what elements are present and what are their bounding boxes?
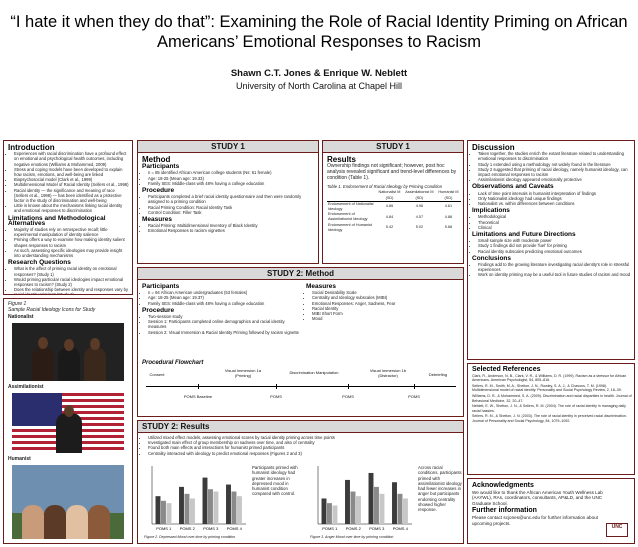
limitations-list xyxy=(14,227,130,258)
table-cell: Endorsement of Nationalist Ideology xyxy=(328,201,374,212)
reference-item: Sellers, R. M., & Shelton, J. N. (2003). The role of racial identity in perceived racial discrimination. Journal of Personality and Social Psychology, 84, 1079–1092. xyxy=(472,414,627,423)
table-cell: 5.42 xyxy=(385,225,394,230)
discussion-panel xyxy=(467,140,635,360)
x-tick-label: POMS 2 xyxy=(179,526,195,531)
study2-method-panel xyxy=(137,267,464,417)
list-item: • Stress and coping models have been developed to explain how racism, emotions, and well-being are linked xyxy=(14,167,130,177)
list-item: • Session 1: Participants completed online demographics and racial identity measures xyxy=(148,319,302,329)
chart-bar xyxy=(374,487,379,524)
chart-bar xyxy=(161,501,166,524)
list-item: • Methodological xyxy=(478,214,632,219)
list-item: • Racial Priming: Multidimensional Inventory of Black Identity xyxy=(148,223,316,228)
chart-bar xyxy=(327,503,332,524)
flow-step-immersion-b: Visual Immersion 1b (Distractor) xyxy=(369,368,407,378)
table-cell: Endorsement of Humanist Ideology xyxy=(328,222,372,232)
limitations-heading: Limitations and Methodological Alternatives xyxy=(8,214,106,227)
acknowledgments-panel xyxy=(467,478,635,544)
x-tick-label: POMS 2 xyxy=(345,526,361,531)
chart-bar xyxy=(403,498,408,524)
table-header: Nationalist M (SD) xyxy=(376,190,403,201)
intro-list xyxy=(14,151,130,213)
list-item: • Biopsychosocial model (Clark et al., 1999) xyxy=(14,177,130,182)
list-item: • n = 94 African American undergraduates (53 females) xyxy=(148,290,302,295)
chart-bar xyxy=(203,478,208,524)
figure2-note: Participants primed with humanist ideology had greater increases in depressed mood in humanist condition compared with control. xyxy=(252,465,298,497)
list-item: • Emotional Responses: Anger, Sadness, Fear xyxy=(312,301,460,306)
chart-bar xyxy=(213,492,218,524)
results-table xyxy=(327,190,461,233)
discussion-list xyxy=(478,151,632,182)
participants-heading: Participants xyxy=(142,163,180,171)
table-cell: 5.68 xyxy=(444,225,453,230)
humanist-image xyxy=(12,465,124,539)
list-item: • Emotional Responses to racism vignettes xyxy=(148,228,316,233)
list-item: • Multidimensional Model of Racial Identity (Sellers et al., 1998) xyxy=(14,182,130,187)
list-item: • Only Nationalist ideology had unique findings xyxy=(478,196,632,201)
list-item: • Two-session study xyxy=(148,314,302,319)
flow-tick xyxy=(348,384,349,389)
implications-heading: Implications xyxy=(472,207,510,215)
future-list xyxy=(478,238,632,254)
x-tick-label: POMS 4 xyxy=(226,526,242,531)
chart-bar xyxy=(356,496,361,524)
procedure-list xyxy=(148,194,316,215)
list-item: • Assimilationist ideology appeared emotionally protective xyxy=(478,177,632,182)
list-item: • Clinical xyxy=(478,225,632,230)
nationalist-image xyxy=(12,323,124,381)
measures-heading: Measures xyxy=(306,283,336,290)
list-item: • Racial Identity xyxy=(312,306,460,311)
introduction-panel xyxy=(3,140,133,295)
flow-step-debriefing: Debriefing xyxy=(428,372,448,377)
chart-bar xyxy=(166,503,171,524)
flow-label-poms: POMS xyxy=(342,394,354,399)
measures-heading: Measures xyxy=(142,216,172,224)
affiliation: University of North Carolina at Chapel Hill xyxy=(235,81,403,91)
study1-results-panel xyxy=(322,140,464,264)
chart-bar xyxy=(398,494,403,524)
list-item: • Nationalist vs. within differences between conditions xyxy=(478,201,632,206)
x-tick-label: POMS 1 xyxy=(322,526,338,531)
list-item: • Findings add to the growing literature investigating racial identity's role in stressful experiences xyxy=(478,262,632,272)
table-cell: 4.61 xyxy=(444,204,453,209)
flow-label-poms: POMS xyxy=(408,394,420,399)
study2-results-panel xyxy=(137,420,464,544)
ack-text: We would like to thank the African American Youth Wellness Lab (AAYWL), RAs, coordinators, consultants, AP&LD, and the UNC Graduate School. xyxy=(472,489,603,506)
list-item: • Would priming particular racial ideologies impact emotional responses to racism? (Study 2) xyxy=(14,277,130,287)
flow-step-immersion-a: Visual Immersion 1a (Priming) xyxy=(224,368,262,378)
discussion-heading: Discussion xyxy=(472,143,515,152)
questions-list xyxy=(14,266,130,295)
list-item: • Study 2 suggested that priming of racial ideology, namely humanist ideology, can impact emotional responses to racism xyxy=(478,167,632,177)
list-item: • Utilized mixed effect models, assessing emotional scores by racial identity priming across time points xyxy=(148,435,460,440)
chart-svg xyxy=(310,463,414,533)
list-item: • Centrality interacted with ideology to predict emotional responses (Figures 2 and 3) xyxy=(148,451,460,456)
procedure-heading: Procedure xyxy=(142,306,175,314)
study1-method-panel xyxy=(137,140,319,264)
poster-title: “I hate it when they do that”: Examining the Role of Racial Identity Priming on African Americans’ Emotional Responses to Racism xyxy=(10,13,628,51)
table-header-row xyxy=(327,190,461,201)
x-tick-label: POMS 1 xyxy=(156,526,172,531)
list-item: • Control Condition: Filler Task xyxy=(148,210,316,215)
list-item: • What is the affect of priming racial identity on emotional responses? (Study 1) xyxy=(14,266,130,276)
table1-caption: Table 1. Endorsement of Racial Ideology by Priming Condition xyxy=(327,184,443,190)
list-item: • Study 1 extended using a methodology not widely found in the literature xyxy=(478,162,632,167)
study1-header: STUDY 1 xyxy=(138,141,318,153)
list-item: • Mood xyxy=(312,316,460,321)
results-text: Ownership findings not significant; however, post hoc analysis revealed significant and trend-level differences by condition (Table 1). xyxy=(327,163,457,182)
list-item: • Work on identity priming may be a useful tool in future studies of racism and mood xyxy=(478,272,632,277)
authors: Shawn C.T. Jones & Enrique W. Neblett xyxy=(230,68,408,79)
list-item: • Taken together, the studies enrich the extant literature related to understanding emotional responses to discrimination xyxy=(478,151,632,161)
implications-list xyxy=(478,214,632,230)
figure1-subcaption: Sample Racial Ideology Icons for Study xyxy=(8,307,96,313)
intro-heading: Introduction xyxy=(8,143,55,152)
list-item: • Study 1 findings did not provide 'fuel' for priming xyxy=(478,243,632,248)
study2-results-header: STUDY 2: Results xyxy=(138,421,463,433)
chart-bar xyxy=(379,494,384,524)
figure3-caption: Figure 3. Anger Mood over time by priming condition xyxy=(310,535,394,539)
list-item: • Racial Priming Condition: Racial Identity Task xyxy=(148,205,316,210)
list-item: • MIBI Short Form xyxy=(312,311,460,316)
reference-item: Neblett, E. W., Shelton, J. N., & Sellers, R. M. (2004). The role of racial identity in managing daily racial hassles. xyxy=(472,404,626,413)
future-heading: Limitations and Future Directions xyxy=(472,231,576,239)
chart-svg xyxy=(144,463,248,533)
procedure-heading: Procedure xyxy=(142,187,175,195)
label-assimilationist: Assimilationist xyxy=(8,384,44,390)
table-cell: 4.84 xyxy=(385,214,394,219)
figure1-panel xyxy=(3,298,133,544)
table-cell: 4.86 xyxy=(385,204,394,209)
conclusions-list xyxy=(478,262,632,278)
chart-bar xyxy=(156,496,161,524)
observations-list xyxy=(478,191,632,207)
list-item: • Little is known about the mechanisms linking racial identity and emotional responses to discrimination xyxy=(14,203,130,213)
reference-item: Sellers, R. M., Smith, M. A., Shelton, J. N., Rowley, S. A. J., & Chavous, T. M. (1998). Multidimensional model of racial identity. Personality and Social Psychology Review, 2, 18–39. xyxy=(472,383,622,393)
list-item: • Session 2: Visual Immersion & Racial Identity Priming followed by racism vignette xyxy=(148,330,302,335)
list-item: • Small sample size with moderate power xyxy=(478,238,632,243)
chart-bar xyxy=(226,485,231,524)
list-item: • Experiences with racial discrimination have a profound effect on emotional and psychological health outcomes, including negative emotions (Williams & Mohammed, 2009) xyxy=(14,151,130,167)
label-humanist: Humanist xyxy=(8,456,31,462)
chart-bar xyxy=(179,487,184,524)
list-item: • Family SES: Middle-class with 48% having a college education xyxy=(148,301,302,306)
list-item: • As such, assessing specific ideologies may provide insight into understanding mechanisms xyxy=(14,248,130,258)
table-header: Assimilationist M (SD) xyxy=(403,190,436,201)
table-cell: 4.88 xyxy=(444,214,453,219)
x-tick-label: POMS 3 xyxy=(203,526,219,531)
list-item: • n = 85 identified African American college students (Ns: 61 female) xyxy=(148,170,316,175)
participants-list xyxy=(148,290,302,306)
chart-bar xyxy=(322,498,327,524)
ack-heading: Acknowledgments xyxy=(472,482,534,489)
table-cell: Endorsement of Assimilationist Ideology xyxy=(328,212,368,222)
chart-bar xyxy=(190,498,195,524)
results-heading: Results xyxy=(327,155,356,164)
table-cell: 4.57 xyxy=(415,214,424,219)
flow-tick xyxy=(198,384,199,389)
figure3-chart xyxy=(310,463,414,533)
table-header: Humanist M (SD) xyxy=(436,190,461,201)
unc-logo: UNC xyxy=(606,523,628,537)
list-item: • Racial identity subscales predicting emotional outcomes xyxy=(478,249,632,254)
x-tick-label: POMS 3 xyxy=(369,526,385,531)
participants-list xyxy=(148,170,316,186)
figure2-caption: Figure 2. Depressed Mood over time by priming condition xyxy=(144,535,236,539)
list-item: • Age: 18-25 (Mean age: 19.33) xyxy=(148,176,316,181)
conclusions-heading: Conclusions xyxy=(472,254,512,262)
info-heading: Further information xyxy=(472,507,537,515)
references-heading: Selected References xyxy=(472,366,541,373)
reference-item: Williams, D. R., & Mohammed, S. A. (2009). Discrimination and racial disparities in health. Journal of Behavioral Medicine, 32, 20–47. xyxy=(472,393,632,403)
list-item: • Participants completed a brief racial identity questionnaire and then were randomly assigned to a priming condition xyxy=(148,194,316,204)
questions-heading: Research Questions xyxy=(8,259,71,267)
chart-bar xyxy=(369,473,374,524)
list-item: • Lack of time point intervals in humanist interpretation of findings xyxy=(478,191,632,196)
list-item: • Majority of studies rely on retrospective recall; little experimental manipulation of identity salience xyxy=(14,227,130,237)
study2-header: STUDY 2: Method xyxy=(138,268,463,280)
x-tick-label: POMS 4 xyxy=(392,526,408,531)
chart-bar xyxy=(392,482,397,524)
chart-bar xyxy=(208,489,213,524)
chart-bar xyxy=(351,492,356,524)
flow-tick xyxy=(414,384,415,389)
info-text: Please contact scjones@unc.edu for further information about upcoming projects. xyxy=(472,514,598,526)
list-item: • Family SES: Middle-class with 48% having a college education xyxy=(148,181,316,186)
chart-bar xyxy=(185,494,190,524)
flow-tick xyxy=(276,384,277,389)
list-item: • Does the relationship between identity and responses vary by racial identity priming? (Study 2) xyxy=(14,287,130,295)
list-item: • Centrality and Ideology subscales (MIBI) xyxy=(312,295,460,300)
list-item: • Investigated main effect of group membership on sadness over time, and also of centrality xyxy=(148,440,460,445)
flow-label-baseline: POMS Baseline xyxy=(183,394,213,399)
measures-list xyxy=(148,223,316,233)
results-list xyxy=(148,435,460,456)
study1-results-header: STUDY 1 xyxy=(323,141,463,153)
chart-bar xyxy=(237,496,242,524)
list-item: • Found both main effects and interactions for humanist primed participants xyxy=(148,445,460,450)
list-item: • Age: 18-25 (Mean age: 19.37) xyxy=(148,295,302,300)
table-row xyxy=(327,201,461,212)
assimilationist-image xyxy=(12,393,124,453)
figure1-caption: Figure 1 xyxy=(8,301,27,307)
list-item: • Racial identity — the significance and meaning of race (Sellers et al., 1998) — has been identified as a protective factor in the study of discrimination and well-being xyxy=(14,188,130,204)
chart-bar xyxy=(332,505,337,524)
flow-label-poms: POMS xyxy=(270,394,282,399)
flow-step-discrimination: Discrimination Manipulation xyxy=(289,370,339,375)
flow-step-consent: Consent xyxy=(149,372,165,377)
table-cell: 5.02 xyxy=(415,225,424,230)
table-row xyxy=(327,223,461,233)
procedure-list xyxy=(148,314,302,335)
label-nationalist: Nationalist xyxy=(8,314,34,320)
figure2-chart xyxy=(144,463,248,533)
flowchart-title: Procedural Flowchart xyxy=(142,360,204,366)
participants-heading: Participants xyxy=(142,283,180,290)
list-item: • Social Desirability Scale xyxy=(312,290,460,295)
list-item: • Priming offers a way to examine how making identity salient shapes responses to racism xyxy=(14,237,130,247)
observations-heading: Observations and Caveats xyxy=(472,183,554,191)
figure3-note: Across racial conditions, participants primed with assimilationist ideology had fewer increases in anger but participants endorsing centrality showed higher response. xyxy=(418,465,462,513)
method-heading: Method xyxy=(142,155,171,164)
table-cell: 4.96 xyxy=(415,204,424,209)
references-panel xyxy=(467,363,635,475)
table-row xyxy=(327,212,461,222)
reference-item: Clark, R., Anderson, N. B., Clark, V. R., & Williams, D. R. (1999). Racism as a stressor for African Americans. American Psychologist, 54, 805–816. xyxy=(472,373,627,383)
flow-line xyxy=(146,386,456,387)
table-header xyxy=(327,190,376,201)
chart-bar xyxy=(345,480,350,524)
chart-bar xyxy=(232,492,237,524)
measures-list xyxy=(312,290,460,321)
list-item: • Theoretical xyxy=(478,220,632,225)
